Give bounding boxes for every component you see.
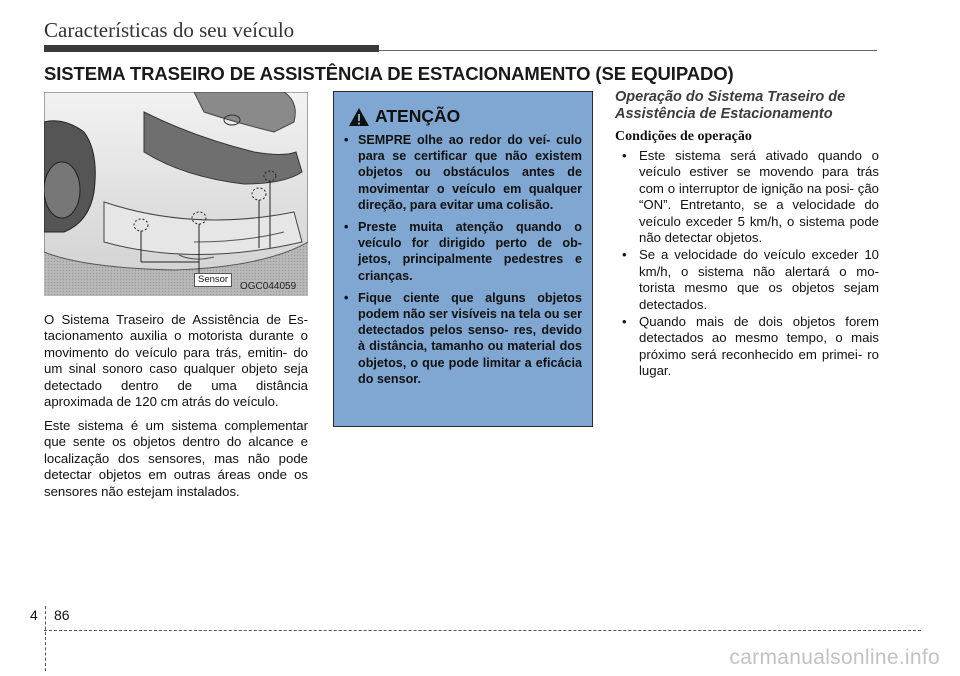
condition-item: • Quando mais de dois objetos forem detectados ao mesmo tempo, o mais próximo será reconhecido em primei- ro lugar.	[615, 314, 879, 380]
complement-paragraph: Este sistema é um sistema complementar que sente os objetos dentro do alcance e localização dos sensores, mas não pode detectar objetos em outras áreas onde os sensores não estejam instalados.	[44, 418, 308, 499]
warning-item: • Preste muita atenção quando o veículo for dirigido perto de ob- jetos, principalmente pedestres e crianças.	[344, 219, 582, 284]
conditions-title: Condições de operação	[615, 129, 752, 144]
warning-list	[344, 132, 582, 393]
vehicle-rear-illustration	[44, 92, 308, 296]
warning-box	[333, 91, 593, 427]
section-title: SISTEMA TRASEIRO DE ASSISTÊNCIA DE ESTACIONAMENTO (SE EQUIPADO)	[44, 63, 734, 84]
operation-subtitle: Operação do Sistema Traseiro de Assistência de Estacionamento	[615, 89, 846, 122]
figure-sensor-label: Sensor	[194, 273, 232, 287]
footer-vertical-rule	[45, 606, 46, 671]
chapter-number: 4	[30, 607, 38, 623]
header-rule-light	[379, 50, 877, 51]
conditions-list	[615, 148, 879, 381]
figure-code: OGC044059	[240, 281, 297, 292]
condition-item: • Este sistema será ativado quando o veículo estiver se movendo para trás com o interruptor de ignição na posi- ção “ON”. Entretanto, se a velocidade do veículo exceder 5 km/h, o sistema pode não detectar objetos.	[615, 148, 879, 246]
warning-triangle-icon	[348, 107, 370, 127]
warning-title: ATENÇÃO	[375, 106, 461, 126]
footer-rule	[44, 630, 921, 631]
intro-paragraph: O Sistema Traseiro de Assistência de Es- tacionamento auxilia o motorista durante o movimento do veículo para trás, emitin- do um sinal sonoro caso qualquer objeto seja detectado dentro de uma distância aproximada de 120 cm atrás do veículo.	[44, 312, 308, 410]
page-header-title: Características do seu veículo	[44, 18, 295, 42]
warning-item: • Fique ciente que alguns objetos podem não ser visíveis na tela ou ser detectados pelos senso- res, devido à distância, tamanho ou material dos objetos, o que pode limitar a eficácia do sensor.	[344, 290, 582, 387]
watermark: carmanualsonline.info	[729, 646, 940, 669]
page-number: 86	[54, 607, 70, 623]
header-rule-dark	[44, 45, 379, 52]
warning-header	[348, 106, 460, 127]
condition-item: • Se a velocidade do veículo exceder 10 km/h, o sistema não alertará o mo- torista mesmo que os objetos sejam detectados.	[615, 247, 879, 313]
warning-item: • SEMPRE olhe ao redor do veí- culo para se certificar que não existem objetos ou obstáculos antes de movimentar o veículo em qualquer direção, para evitar uma colisão.	[344, 132, 582, 213]
